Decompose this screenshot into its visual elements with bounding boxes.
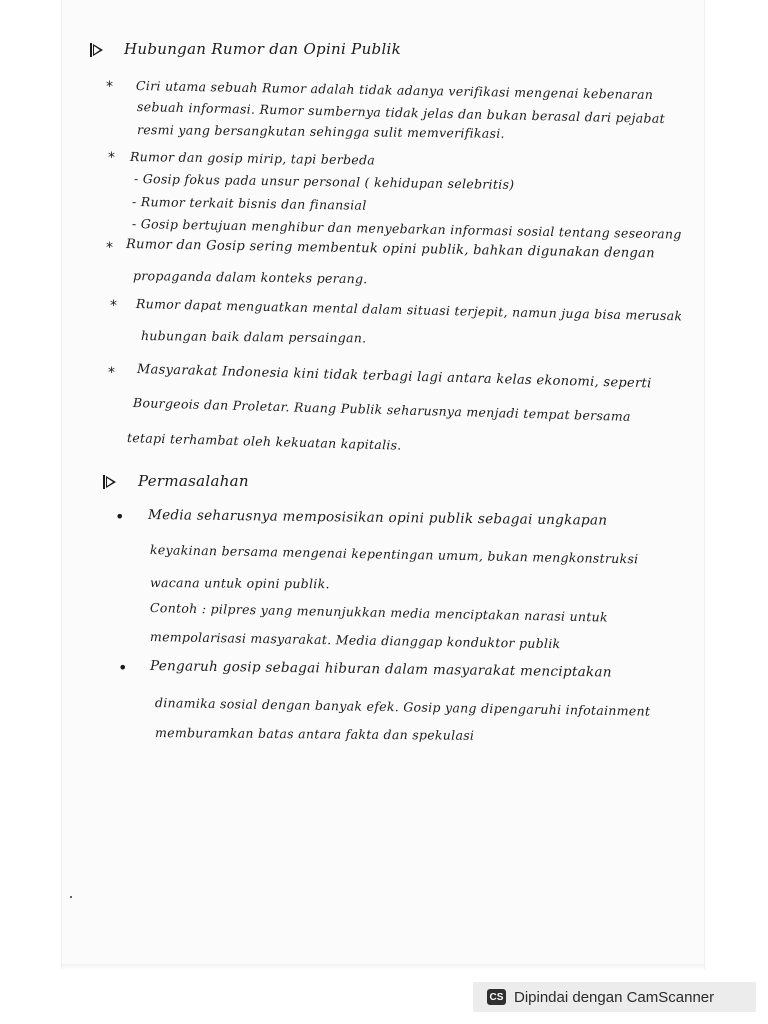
text-line: tetapi terhambat oleh kekuatan kapitalis. [126, 430, 402, 453]
text-line: memburamkan batas antara fakta dan spekulasi [154, 725, 475, 743]
watermark-label: Dipindai dengan CamScanner [514, 988, 715, 1006]
text-line: Rumor dapat menguatkan mental dalam situasi terjepit, namun juga bisa merusak [135, 296, 683, 324]
asterisk-bullet-icon: * [106, 79, 113, 95]
triangle-bullet-icon [93, 44, 103, 56]
text-line: dinamika sosial dengan banyak efek. Gosip yang dipengaruhi infotainment [154, 695, 651, 719]
triangle-bullet-icon [106, 476, 116, 488]
section-title: Permasalahan [138, 472, 249, 490]
text-line: Rumor dan gosip mirip, tapi berbeda [129, 149, 376, 168]
asterisk-bullet-icon: * [108, 150, 115, 166]
asterisk-bullet-icon: * [106, 240, 113, 256]
text-line: Contoh : pilpres yang menunjukkan media menciptakan narasi untuk [149, 600, 608, 625]
page-bottom-edge [62, 964, 704, 970]
camscanner-watermark [473, 982, 756, 1012]
text-line: Media seharusnya memposisikan opini publik sebagai ungkapan [147, 507, 608, 529]
text-line: resmi yang bersangkutan sehingga sulit memverifikasi. [136, 122, 505, 141]
section-marker-bar [90, 43, 92, 57]
text-line: propaganda dalam konteks perang. [132, 268, 368, 287]
text-line: Ciri utama sebuah Rumor adalah tidak adanya verifikasi mengenai kebenaran [135, 78, 654, 103]
text-line: Masyarakat Indonesia kini tidak terbagi lagi antara kelas ekonomi, seperti [136, 362, 652, 392]
camscanner-logo-icon: CS [487, 989, 506, 1005]
section-marker-bar [103, 475, 105, 489]
text-line: sebuah informasi. Rumor sumbernya tidak jelas dan bukan berasal dari pejabat [136, 99, 666, 126]
text-line: - Rumor terkait bisnis dan finansial [131, 194, 367, 213]
text-line: mempolarisasi masyarakat. Media dianggap konduktor publik [149, 629, 561, 652]
section-title: Hubungan Rumor dan Opini Publik [124, 40, 402, 58]
text-line: Bourgeois dan Proletar. Ruang Publik seharusnya menjadi tempat bersama [132, 395, 632, 424]
asterisk-bullet-icon: * [108, 365, 115, 381]
text-line: - Gosip bertujuan menghibur dan menyebarkan informasi sosial tentang seseorang [131, 216, 682, 242]
text-line: wacana untuk opini publik. [149, 575, 330, 592]
text-line: hubungan baik dalam persaingan. [140, 328, 367, 346]
text-line: Pengaruh gosip sebagai hiburan dalam masyarakat menciptakan [149, 658, 612, 681]
scan-speck [70, 896, 72, 898]
dot-bullet-icon: • [118, 658, 128, 677]
text-line: - Gosip fokus pada unsur personal ( kehidupan selebritis) [133, 171, 515, 192]
text-line: Rumor dan Gosip sering membentuk opini publik, bahkan digunakan dengan [125, 237, 655, 262]
text-line: keyakinan bersama mengenai kepentingan umum, bukan mengkonstruksi [149, 542, 639, 567]
asterisk-bullet-icon: * [110, 298, 117, 314]
dot-bullet-icon: • [115, 507, 125, 526]
